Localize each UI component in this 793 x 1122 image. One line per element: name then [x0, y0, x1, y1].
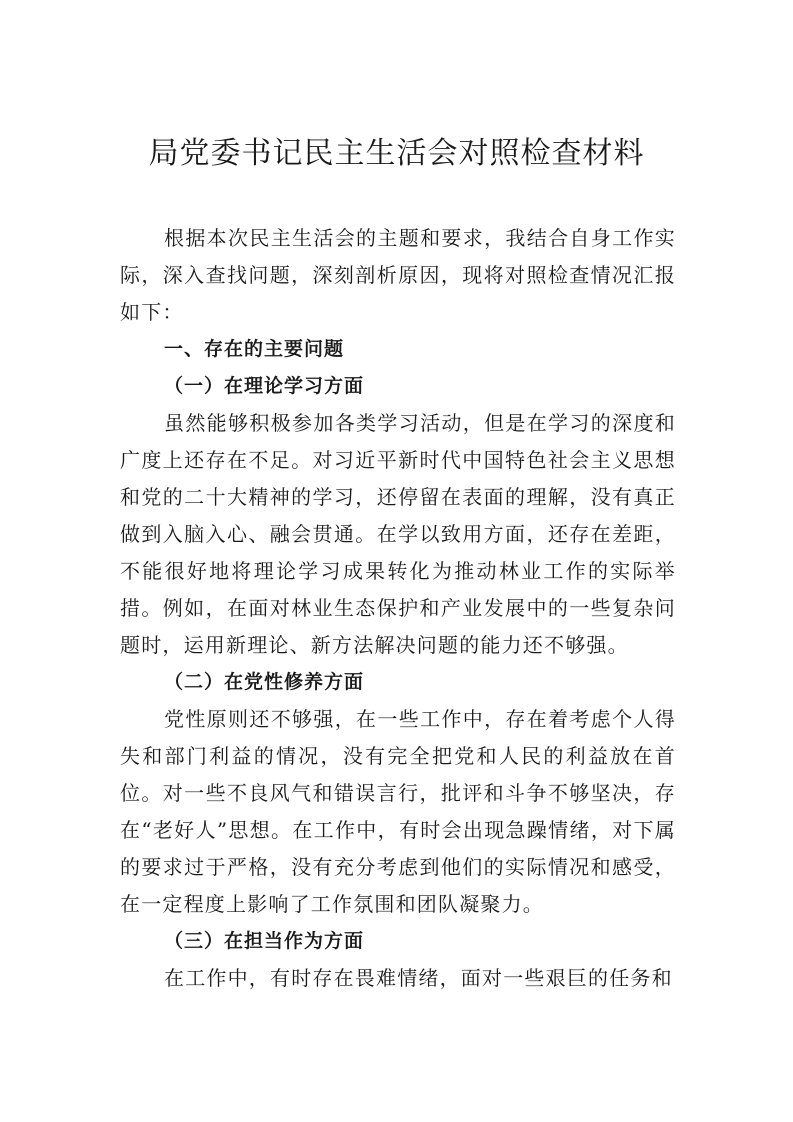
intro-paragraph: 根据本次民主生活会的主题和要求，我结合自身工作实际，深入查找问题，深刻剖析原因，现将对照检查情况汇报如下：: [120, 226, 676, 324]
document-body: [120, 220, 676, 997]
subsection-heading-theory: （一）在理论学习方面: [164, 375, 365, 397]
section-heading-problems: 一、存在的主要问题: [164, 338, 345, 360]
paragraph-party-spirit: 党性原则还不够强，在一些工作中，存在着考虑个人得失和部门利益的情况，没有完全把党和人民的利益放在首位。对一些不良风气和错误言行，批评和斗争不够坚决，存在“老好人”思想。在工作中，有时会出现急躁情绪，对下属的要求过于严格，没有充分考虑到他们的实际情况和感受，在一定程度上影响了工作氛围和团队凝聚力。: [120, 707, 676, 916]
paragraph-theory: 虽然能够积极参加各类学习活动，但是在学习的深度和广度上还存在不足。对习近平新时代中国特色社会主义思想和党的二十大精神的学习，还停留在表面的理解，没有真正做到入脑入心、融会贯通。在学以致用方面，还存在差距，不能很好地将理论学习成果转化为推动林业工作的实际举措。例如，在面对林业生态保护和产业发展中的一些复杂问题时，运用新理论、新方法解决问题的能力还不够强。: [120, 411, 676, 657]
paragraph-responsibility: 在工作中，有时存在畏难情绪，面对一些艰巨的任务和: [164, 966, 673, 990]
document-title: 局党委书记民主生活会对照检查材料: [148, 136, 645, 171]
subsection-heading-responsibility: （三）在担当作为方面: [164, 930, 365, 952]
subsection-heading-party-spirit: （二）在党性修养方面: [164, 671, 365, 693]
